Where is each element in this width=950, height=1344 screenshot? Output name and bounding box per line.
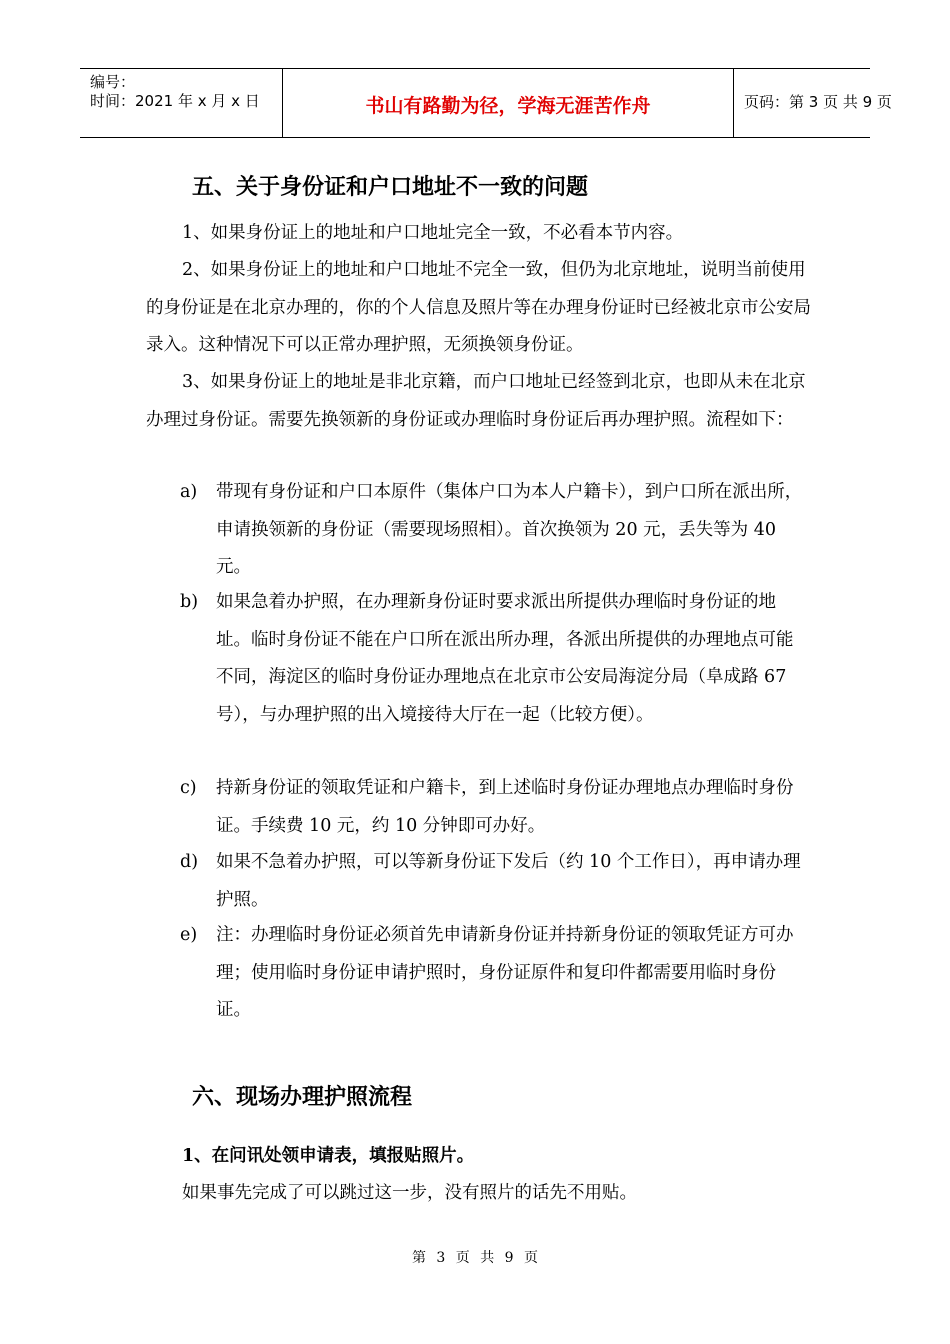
list-item-text: 持新身份证的领取凭证和户籍卡，到上述临时身份证办理地点办理临时身份证。手续费 10 元，约 10 分钟即可办好。 (216, 778, 794, 836)
header-info-cell (80, 69, 282, 137)
list-item-text: 带现有身份证和户口本原件（集体户口为本人户籍卡），到户口所在派出所，申请换领新的身份证（需要现场照相）。首次换领为 20 元，丢失等为 40 元。 (216, 482, 803, 577)
motto: 书山有路勤为径，学海无涯苦作舟 (365, 95, 651, 117)
page-footer: 第 3 页 共 9 页 (411, 1250, 539, 1266)
document-number: 编号： (90, 73, 136, 91)
section5-paragraph-1: 1、如果身份证上的地址和户口地址完全一致，不必看本节内容。 (182, 223, 684, 243)
header-page-cell (734, 69, 892, 137)
section5-title: 五、关于身份证和户口地址不一致的问题 (192, 175, 589, 200)
step1-title: 1、在问讯处领申请表，填报贴照片。 (182, 1146, 475, 1166)
list-item-text: 如果急着办护照，在办理新身份证时要求派出所提供办理临时身份证的地址。临时身份证不能在户口所在派出所办理，各派出所提供的办理地点可能不同，海淀区的临时身份证办理地点在北京市公安局海淀分局（阜成路 67 号），与办理护照的出入境接待大厅在一起（比较方便）。 (216, 592, 794, 725)
list-marker: d) (180, 852, 199, 872)
section5-paragraph-3: 3、如果身份证上的地址是非北京籍，而户口地址已经签到北京，也即从未在北京办理过身份证。需要先换领新的身份证或办理临时身份证后再办理护照。流程如下： (146, 372, 806, 430)
list-item-text: 注：办理临时身份证必须首先申请新身份证并持新身份证的领取凭证方可办理；使用临时身份证申请护照时，身份证原件和复印件都需要用临时身份证。 (216, 925, 794, 1020)
list-marker: b) (180, 592, 199, 612)
page-header (80, 68, 892, 138)
document-date: 时间：2021 年 x 月 x 日 (90, 92, 260, 110)
header-page-number: 页码：第 3 页 共 9 页 (744, 93, 892, 111)
list-item-text: 如果不急着办护照，可以等新身份证下发后（约 10 个工作日），再申请办理护照。 (216, 852, 801, 910)
list-marker: c) (180, 778, 197, 798)
list-marker: a) (180, 482, 198, 502)
list-marker: e) (180, 925, 198, 945)
section6-title: 六、现场办理护照流程 (192, 1085, 413, 1110)
step1-text: 如果事先完成了可以跳过这一步，没有照片的话先不用贴。 (182, 1183, 637, 1203)
section5-paragraph-2: 2、如果身份证上的地址和户口地址不完全一致，但仍为北京地址，说明当前使用的身份证是在北京办理的，你的个人信息及照片等在办理身份证时已经被北京市公安局录入。这种情况下可以正常办理护照，无须换领身份证。 (146, 260, 811, 355)
header-motto-cell (282, 69, 734, 137)
